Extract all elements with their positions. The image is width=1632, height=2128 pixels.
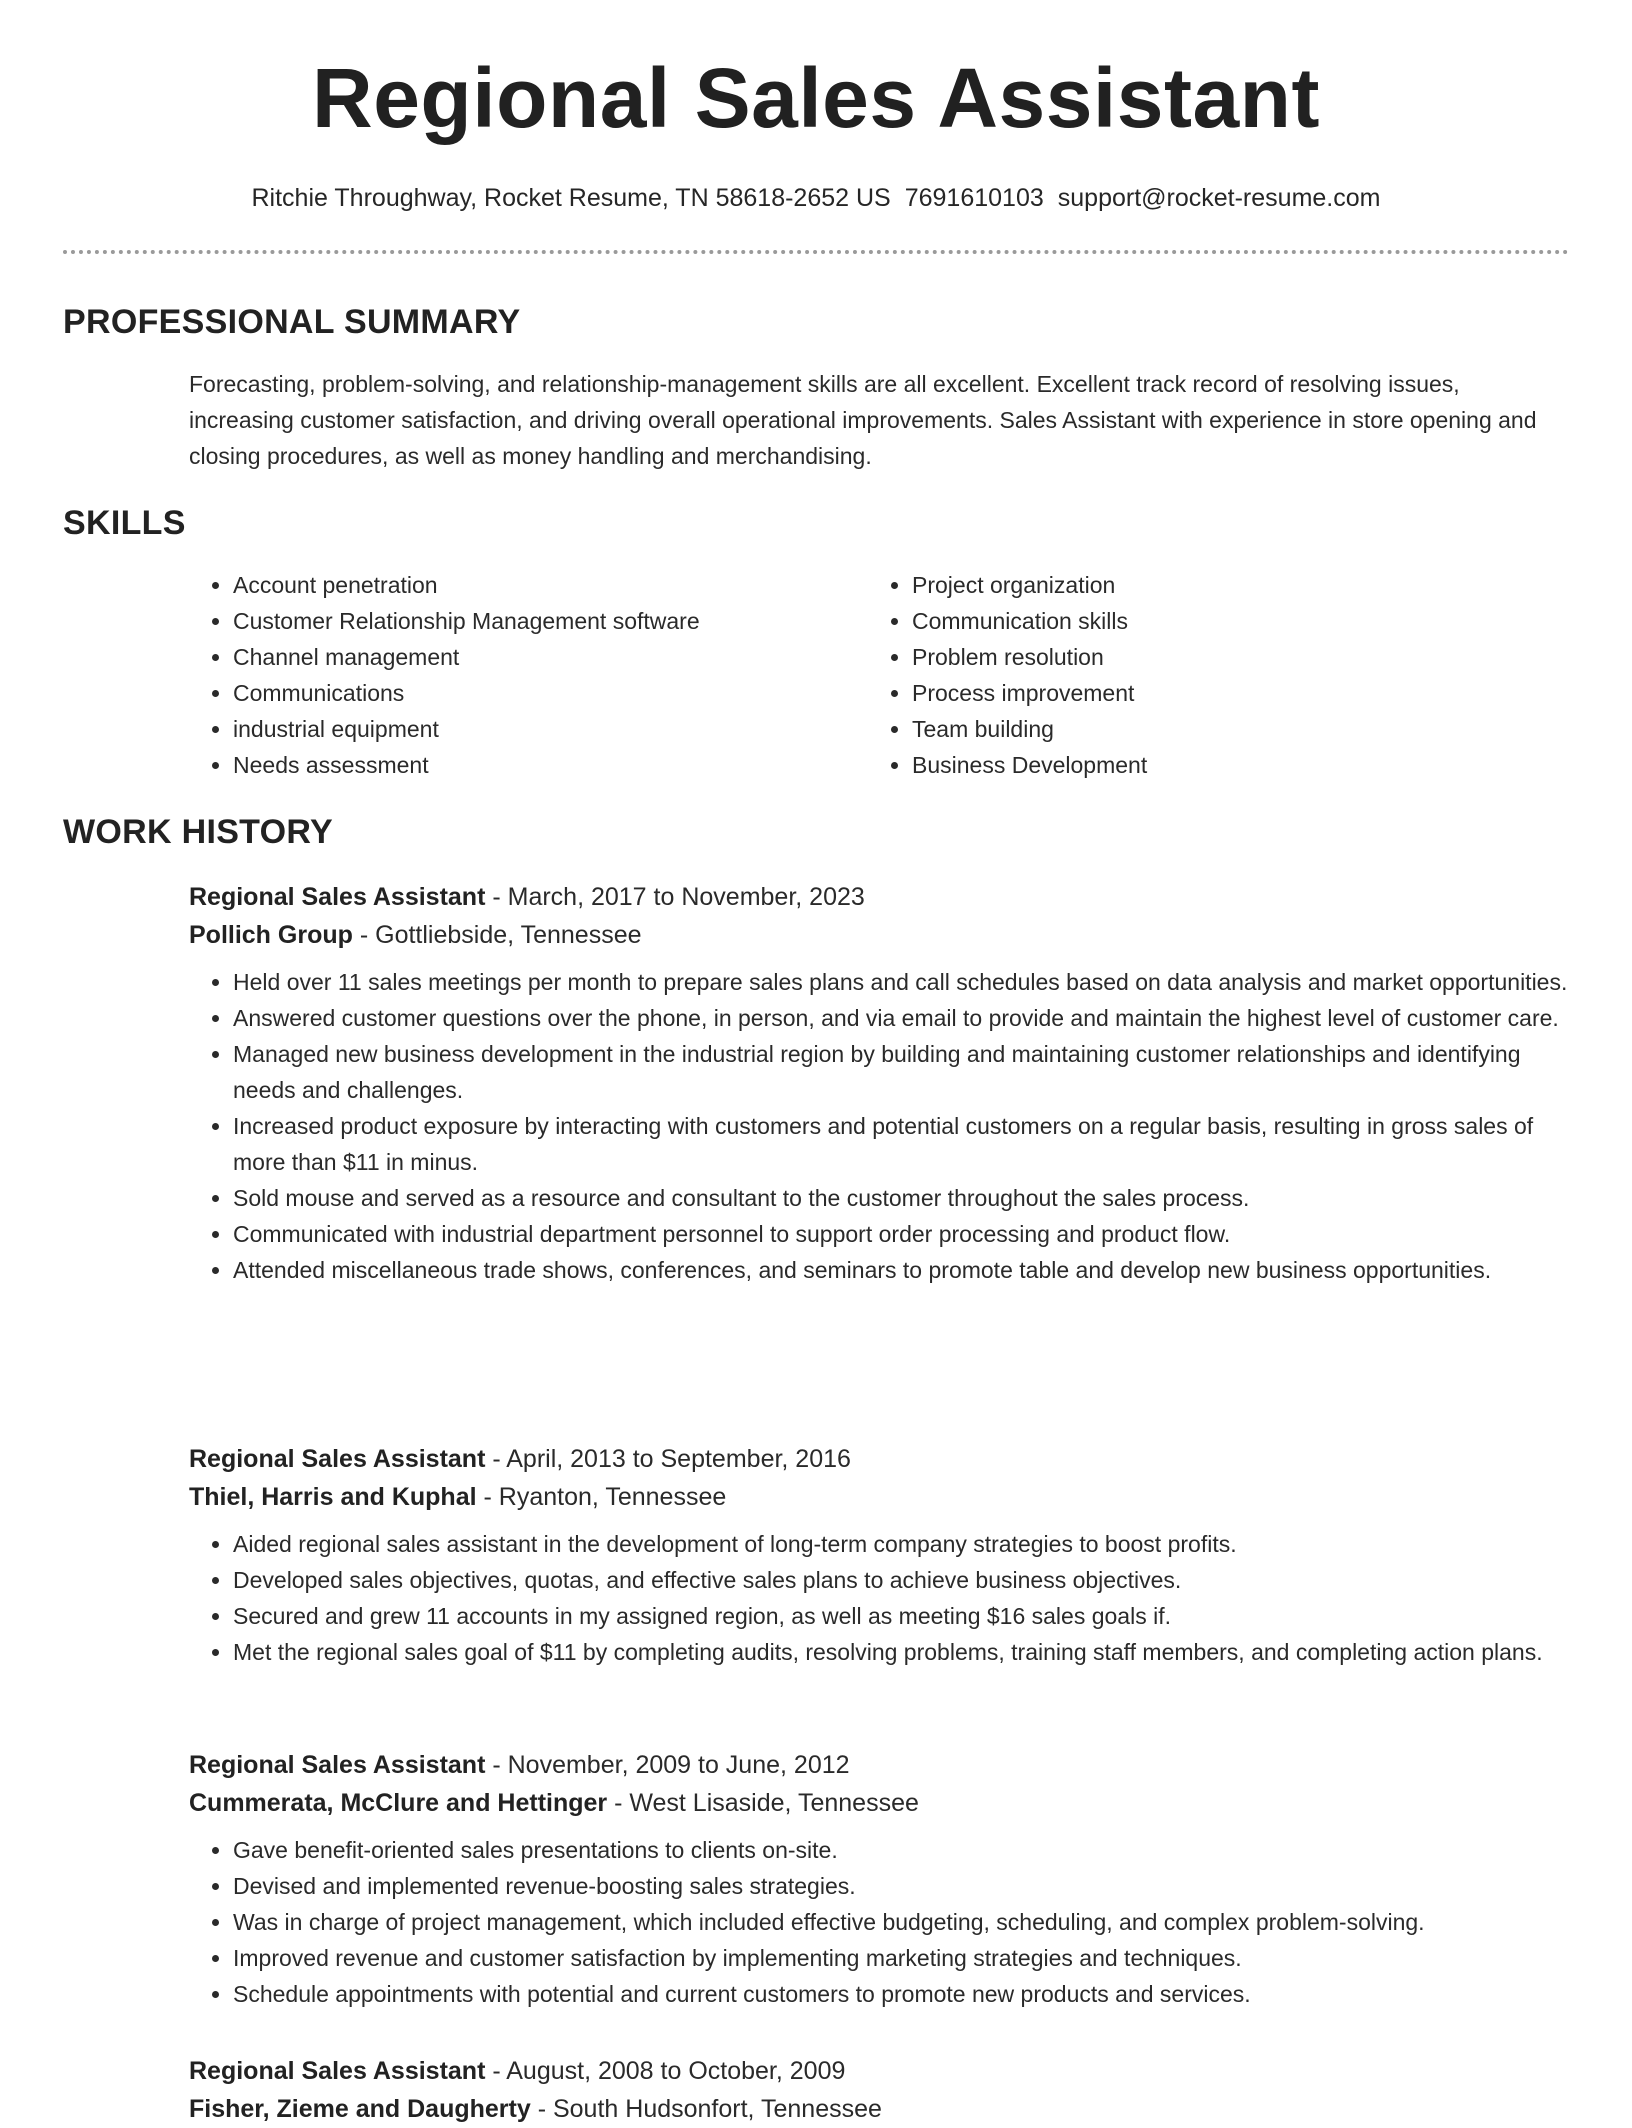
job-bullet: • Schedule appointments with potential and current customers to promote new products and services. [233,1976,1569,2012]
skill-item: • Business Development [912,747,1568,783]
job-company-line [189,916,1569,954]
job-role: Regional Sales Assistant [189,2057,486,2085]
skill-item: • Team building [912,711,1568,747]
skill-item: • Account penetration [233,567,868,603]
skill-item: • Customer Relationship Management software [233,603,868,639]
summary-section-title: PROFESSIONAL SUMMARY [63,303,521,341]
contact-line [0,182,1632,214]
job-bullets [189,1526,1569,1670]
skill-item: • Communications [233,675,868,711]
job-location: - South Hudsonfort, Tennessee [530,2095,882,2123]
job-company-line [189,1784,1569,1822]
work-section-title: WORK HISTORY [63,813,333,851]
job-title-line [189,1440,1569,1478]
job-company: Pollich Group [189,921,353,949]
job-bullet: • Developed sales objectives, quotas, and effective sales plans to achieve business objectives. [233,1562,1569,1598]
job-company: Fisher, Zieme and Daugherty [189,2095,531,2123]
job-dates: - April, 2013 to September, 2016 [485,1445,851,1473]
job-entry [189,1440,1569,1670]
job-role: Regional Sales Assistant [189,883,486,911]
header-divider [63,250,1569,254]
job-role: Regional Sales Assistant [189,1445,486,1473]
job-bullet: • Met the regional sales goal of $11 by completing audits, resolving problems, training staff members, and completing action plans. [233,1634,1569,1670]
job-location: - West Lisaside, Tennessee [607,1789,919,1817]
skill-item: • industrial equipment [233,711,868,747]
skills-section-title: SKILLS [63,504,186,542]
skill-item: • Problem resolution [912,639,1568,675]
job-bullet: • Devised and implemented revenue-boosting sales strategies. [233,1868,1569,1904]
job-location: - Ryanton, Tennessee [476,1483,727,1511]
job-title-line [189,1746,1569,1784]
job-dates: - November, 2009 to June, 2012 [485,1751,850,1779]
skills-column-right [868,567,1568,783]
contact-email: support@rocket-resume.com [1057,184,1381,212]
skill-item: • Process improvement [912,675,1568,711]
job-bullets [189,964,1569,1288]
skills-list [189,567,1569,783]
job-company: Cummerata, McClure and Hettinger [189,1789,608,1817]
job-dates: - March, 2017 to November, 2023 [485,883,865,911]
job-title-line [189,878,1569,916]
contact-phone: 7691610103 [904,184,1044,212]
resume-name-heading: Regional Sales Assistant [312,51,1320,145]
job-role: Regional Sales Assistant [189,1751,486,1779]
job-bullet: • Sold mouse and served as a resource and consultant to the customer throughout the sales process. [233,1180,1569,1216]
job-bullets [189,1832,1569,2012]
summary-text: Forecasting, problem-solving, and relationship-management skills are all excellent. Excellent track record of resolving issues, increasing customer satisfaction, and driving overall operational improvements. Sales Assistant with experience in store opening and closing procedures, as well as money handling and merchandising. [189,371,1537,469]
job-bullet: • Improved revenue and customer satisfaction by implementing marketing strategies and techniques. [233,1940,1569,1976]
job-entry [189,1746,1569,2012]
skill-item: • Project organization [912,567,1568,603]
job-bullet: • Gave benefit-oriented sales presentations to clients on-site. [233,1832,1569,1868]
job-bullet: • Aided regional sales assistant in the development of long-term company strategies to boost profits. [233,1526,1569,1562]
job-bullet: • Communicated with industrial department personnel to support order processing and product flow. [233,1216,1569,1252]
job-company: Thiel, Harris and Kuphal [189,1483,477,1511]
job-bullet: • Managed new business development in the industrial region by building and maintaining customer relationships and identifying needs and challenges. [233,1036,1569,1108]
job-bullet: • Attended miscellaneous trade shows, conferences, and seminars to promote table and develop new business opportunities. [233,1252,1569,1288]
skill-item: • Communication skills [912,603,1568,639]
skill-item: • Channel management [233,639,868,675]
job-company-line [189,2090,1569,2128]
job-bullet: • Answered customer questions over the phone, in person, and via email to provide and maintain the highest level of customer care. [233,1000,1569,1036]
job-entry [189,2052,1569,2128]
job-bullet: • Increased product exposure by interacting with customers and potential customers on a regular basis, resulting in gross sales of more than $11 in minus. [233,1108,1569,1180]
job-title-line [189,2052,1569,2090]
job-bullet: • Secured and grew 11 accounts in my assigned region, as well as meeting $16 sales goals if. [233,1598,1569,1634]
job-location: - Gottliebside, Tennessee [352,921,642,949]
job-bullet: • Was in charge of project management, which included effective budgeting, scheduling, and complex problem-solving. [233,1904,1569,1940]
skill-item: • Needs assessment [233,747,868,783]
job-company-line [189,1478,1569,1516]
skills-column-left [189,567,868,783]
job-dates: - August, 2008 to October, 2009 [485,2057,846,2085]
job-entry [189,878,1569,1288]
contact-address: Ritchie Throughway, Rocket Resume, TN 58618-2652 US [251,184,891,212]
job-bullet: • Held over 11 sales meetings per month to prepare sales plans and call schedules based on data analysis and market opportunities. [233,964,1569,1000]
